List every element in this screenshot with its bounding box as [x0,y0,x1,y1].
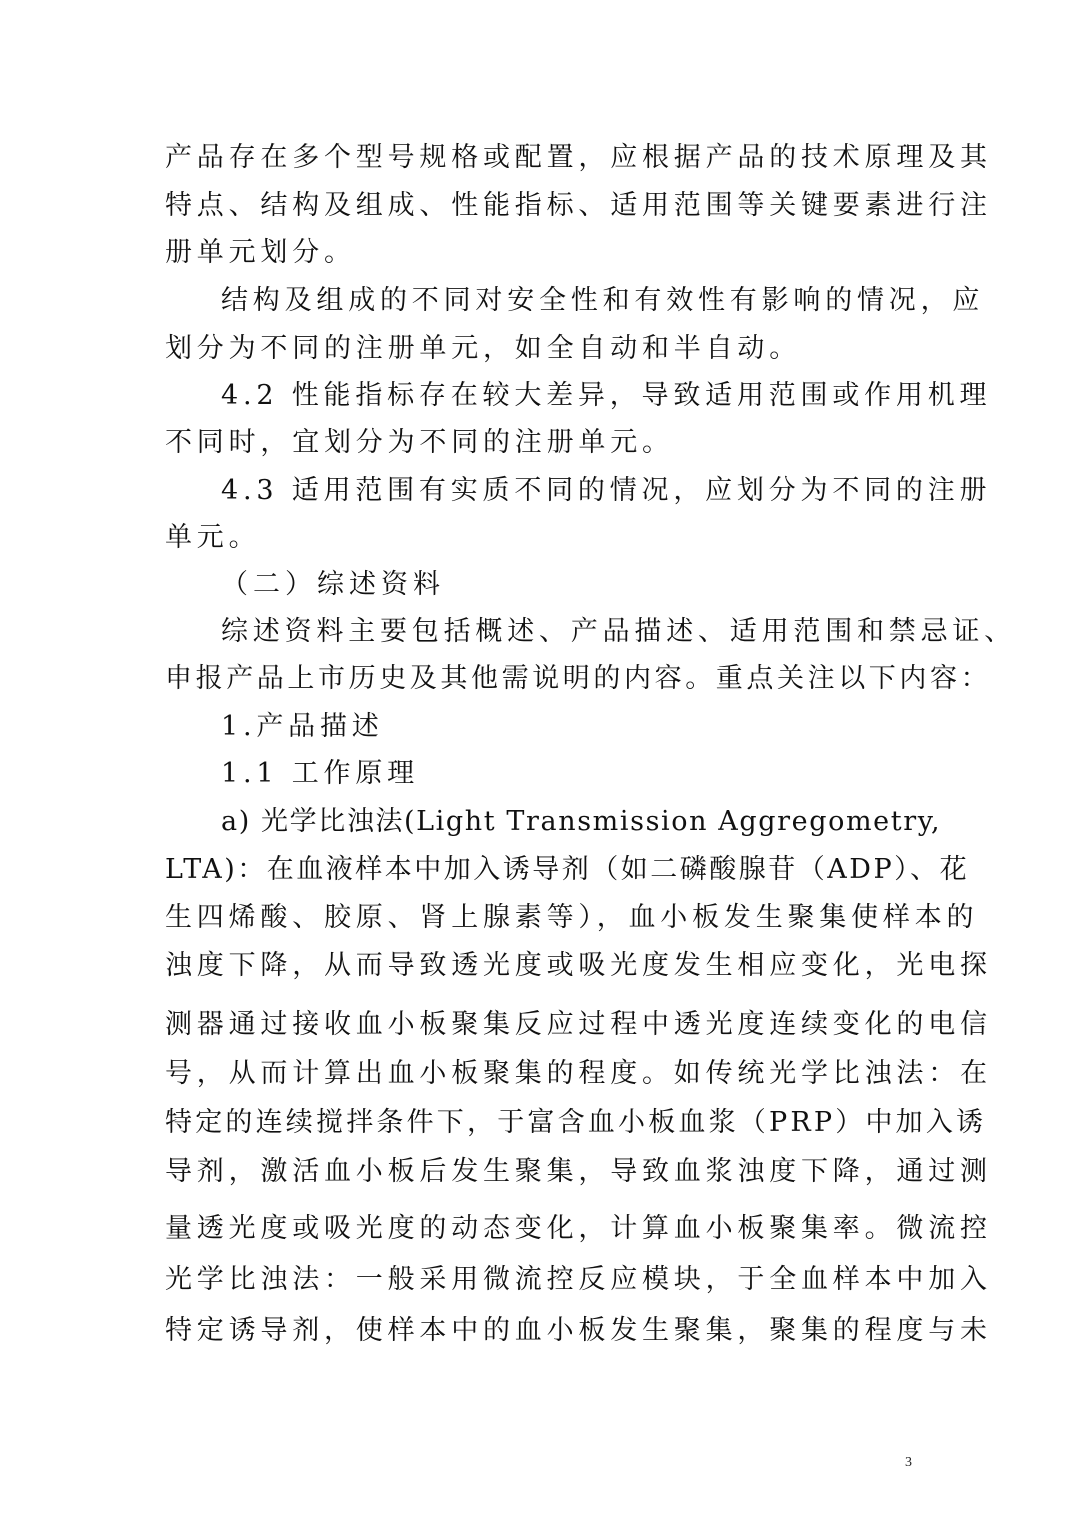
paragraph-line: a) 光学比浊法(Light Transmission Aggregometry, [221,806,942,837]
paragraph-line: 测器通过接收血小板聚集反应过程中透光度连续变化的电信 [165,1009,992,1040]
section-heading: （二）综述资料 [221,569,445,600]
paragraph-line: 特定的连续搅拌条件下，于富含血小板血浆（PRP）中加入诱 [165,1107,987,1138]
paragraph-line: 光学比浊法：一般采用微流控反应模块，于全血样本中加入 [165,1264,992,1295]
page-number: 3 [905,1455,912,1470]
paragraph-line: 划分为不同的注册单元，如全自动和半自动。 [165,333,801,364]
paragraph-line: 浊度下降，从而导致透光度或吸光度发生相应变化，光电探 [165,950,992,981]
paragraph-line: 生四烯酸、胶原、肾上腺素等），血小板发生聚集使样本的 [165,902,979,933]
paragraph-line: 申报产品上市历史及其他需说明的内容。重点关注以下内容： [165,663,992,694]
paragraph-line: LTA)：在血液样本中加入诱导剂（如二磷酸腺苷（ADP）、花 [165,854,970,885]
subsection-heading: 1.1 工作原理 [221,758,419,789]
paragraph-line: 特点、结构及组成、性能指标、适用范围等关键要素进行注 [165,190,992,221]
paragraph-line: 单元。 [165,522,261,553]
paragraph-line: 号，从而计算出血小板聚集的程度。如传统光学比浊法：在 [165,1058,992,1089]
paragraph-line: 不同时，宜划分为不同的注册单元。 [165,427,674,458]
paragraph-line: 综述资料主要包括概述、产品描述、适用范围和禁忌证、 [221,616,1016,647]
paragraph-line: 产品存在多个型号规格或配置，应根据产品的技术原理及其 [165,142,992,173]
paragraph-line: 特定诱导剂，使样本中的血小板发生聚集，聚集的程度与未 [165,1315,992,1346]
paragraph-line: 结构及组成的不同对安全性和有效性有影响的情况，应 [221,285,985,316]
paragraph-line: 4.2 性能指标存在较大差异，导致适用范围或作用机理 [221,380,992,411]
paragraph-line: 量透光度或吸光度的动态变化，计算血小板聚集率。微流控 [165,1213,992,1244]
paragraph-line: 导剂，激活血小板后发生聚集，导致血浆浊度下降，通过测 [165,1156,992,1187]
subsection-heading: 1.产品描述 [221,711,384,742]
paragraph-line: 册单元划分。 [165,237,356,268]
paragraph-line: 4.3 适用范围有实质不同的情况，应划分为不同的注册 [221,475,992,506]
